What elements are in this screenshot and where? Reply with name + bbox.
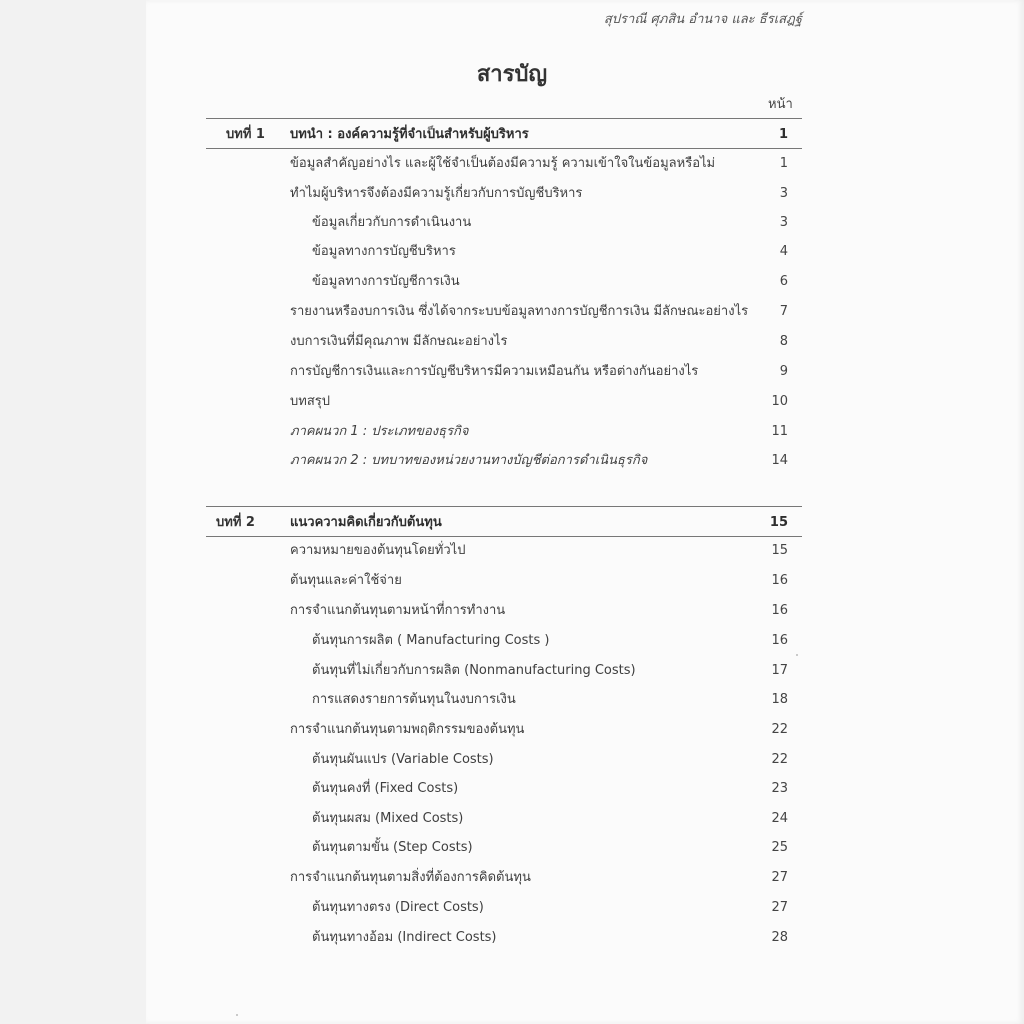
chapter-2-label: บทที่ 2 (216, 515, 255, 530)
toc-entry-text: การแสดงรายการต้นทุนในงบการเงิน (312, 692, 516, 707)
toc-entry-text: ต้นทุนผสม (Mixed Costs) (312, 811, 464, 826)
toc-entry-text: ต้นทุนทางอ้อม (Indirect Costs) (312, 930, 497, 945)
toc-entry-text: ภาคผนวก 2 : บทบาทของหน่วยงานทางบัญชีต่อการดำเนินธุรกิจ (290, 453, 648, 468)
toc-entry-page: 3 (779, 186, 788, 201)
chapter-1-heading (0, 123, 1024, 147)
toc-entry-text: งบการเงินที่มีคุณภาพ มีลักษณะอย่างไร (290, 334, 508, 349)
paper-speck (796, 654, 798, 656)
toc-entry-page: 27 (771, 870, 788, 885)
toc-entry-page: 23 (771, 781, 788, 796)
toc-subentry (0, 659, 1024, 683)
toc-subentry (0, 688, 1024, 712)
toc-entry-page: 8 (779, 334, 788, 349)
toc-subentry (0, 270, 1024, 294)
toc-entry-page: 10 (771, 394, 788, 409)
toc-entry-text: การบัญชีการเงินและการบัญชีบริหารมีความเหมือนกัน หรือต่างกันอย่างไร (290, 364, 699, 379)
chapter-2-page: 15 (769, 515, 788, 530)
toc-entry-text: ต้นทุนและค่าใช้จ่าย (290, 573, 402, 588)
toc-entry (0, 360, 1024, 384)
toc-subentry (0, 926, 1024, 950)
toc-entry-page: 14 (771, 453, 788, 468)
toc-subentry (0, 777, 1024, 801)
toc-entry-page: 16 (771, 633, 788, 648)
toc-entry-page: 18 (771, 692, 788, 707)
chapter-2-heading (0, 511, 1024, 535)
toc-entry-text: ทำไมผู้บริหารจึงต้องมีความรู้เกี่ยวกับการบัญชีบริหาร (290, 186, 583, 201)
toc-entry-page: 22 (771, 722, 788, 737)
toc-entry-page: 15 (771, 543, 788, 558)
toc-entry-text: ต้นทุนการผลิต ( Manufacturing Costs ) (312, 633, 550, 648)
page-column-label: หน้า (768, 97, 793, 112)
toc-entry (0, 420, 1024, 444)
toc-entry-page: 27 (771, 900, 788, 915)
toc-entry-text: การจำแนกต้นทุนตามพฤติกรรมของต้นทุน (290, 722, 525, 737)
toc-entry-text: ต้นทุนผันแปร (Variable Costs) (312, 752, 494, 767)
toc-entry-text: ต้นทุนคงที่ (Fixed Costs) (312, 781, 459, 796)
toc-entry-text: ภาคผนวก 1 : ประเภทของธุรกิจ (290, 424, 469, 439)
running-header-authors: สุปราณี ศุภสิน อำนาจ และ ธีรเสฎฐ์ (603, 12, 802, 27)
chapter-1-bottom-rule (206, 148, 802, 149)
toc-entry-text: ข้อมูลสำคัญอย่างไร และผู้ใช้จำเป็นต้องมีความรู้ ความเข้าใจในข้อมูลหรือไม่ (290, 156, 716, 171)
toc-entry-page: 25 (771, 840, 788, 855)
chapter-2-title: แนวความคิดเกี่ยวกับต้นทุน (290, 515, 442, 530)
toc-entry (0, 449, 1024, 473)
toc-entry (0, 866, 1024, 890)
chapter-1-label: บทที่ 1 (226, 127, 265, 142)
chapter-1-title: บทนำ : องค์ความรู้ที่จำเป็นสำหรับผู้บริหาร (290, 127, 529, 142)
toc-entry-page: 3 (779, 215, 788, 230)
page-title: สารบัญ (476, 62, 548, 87)
toc-entry-page: 1 (779, 156, 788, 171)
toc-entry (0, 330, 1024, 354)
toc-entry-page: 28 (771, 930, 788, 945)
chapter-1-page: 1 (778, 127, 788, 142)
toc-entry-text: บทสรุป (290, 394, 330, 409)
toc-entry-page: 22 (771, 752, 788, 767)
toc-entry (0, 152, 1024, 176)
toc-subentry (0, 629, 1024, 653)
toc-entry (0, 569, 1024, 593)
toc-entry (0, 300, 1024, 324)
toc-entry-page: 4 (779, 244, 788, 259)
toc-entry-page: 9 (779, 364, 788, 379)
toc-entry-text: ต้นทุนที่ไม่เกี่ยวกับการผลิต (Nonmanufacturing Costs) (312, 663, 636, 678)
toc-entry-page: 11 (771, 424, 788, 439)
toc-subentry (0, 836, 1024, 860)
toc-entry (0, 182, 1024, 206)
toc-entry-text: ข้อมูลทางการบัญชีบริหาร (312, 244, 456, 259)
chapter-2-top-rule (206, 506, 802, 507)
toc-entry-text: การจำแนกต้นทุนตามหน้าที่การทำงาน (290, 603, 506, 618)
toc-entry-text: ต้นทุนทางตรง (Direct Costs) (312, 900, 484, 915)
toc-entry-text: ต้นทุนตามขั้น (Step Costs) (312, 840, 473, 855)
chapter-2-bottom-rule (206, 536, 802, 537)
toc-entry (0, 390, 1024, 414)
toc-entry-page: 24 (771, 811, 788, 826)
chapter-1-top-rule (206, 118, 802, 119)
toc-entry-page: 16 (771, 603, 788, 618)
toc-entry-text: รายงานหรืองบการเงิน ซึ่งได้จากระบบข้อมูลทางการบัญชีการเงิน มีลักษณะอย่างไร (290, 304, 749, 319)
toc-entry-text: การจำแนกต้นทุนตามสิ่งที่ต้องการคิดต้นทุน (290, 870, 531, 885)
toc-entry-page: 16 (771, 573, 788, 588)
toc-entry-page: 6 (779, 274, 788, 289)
toc-entry (0, 599, 1024, 623)
toc-entry-text: ข้อมูลเกี่ยวกับการดำเนินงาน (312, 215, 472, 230)
toc-entry-text: ข้อมูลทางการบัญชีการเงิน (312, 274, 460, 289)
paper-speck (236, 1014, 238, 1016)
toc-entry-text: ความหมายของต้นทุนโดยทั่วไป (290, 543, 466, 558)
toc-entry-page: 7 (779, 304, 788, 319)
toc-entry (0, 718, 1024, 742)
toc-subentry (0, 896, 1024, 920)
toc-entry (0, 539, 1024, 563)
toc-subentry (0, 211, 1024, 235)
toc-subentry (0, 807, 1024, 831)
toc-subentry (0, 240, 1024, 264)
toc-subentry (0, 748, 1024, 772)
toc-entry-page: 17 (771, 663, 788, 678)
